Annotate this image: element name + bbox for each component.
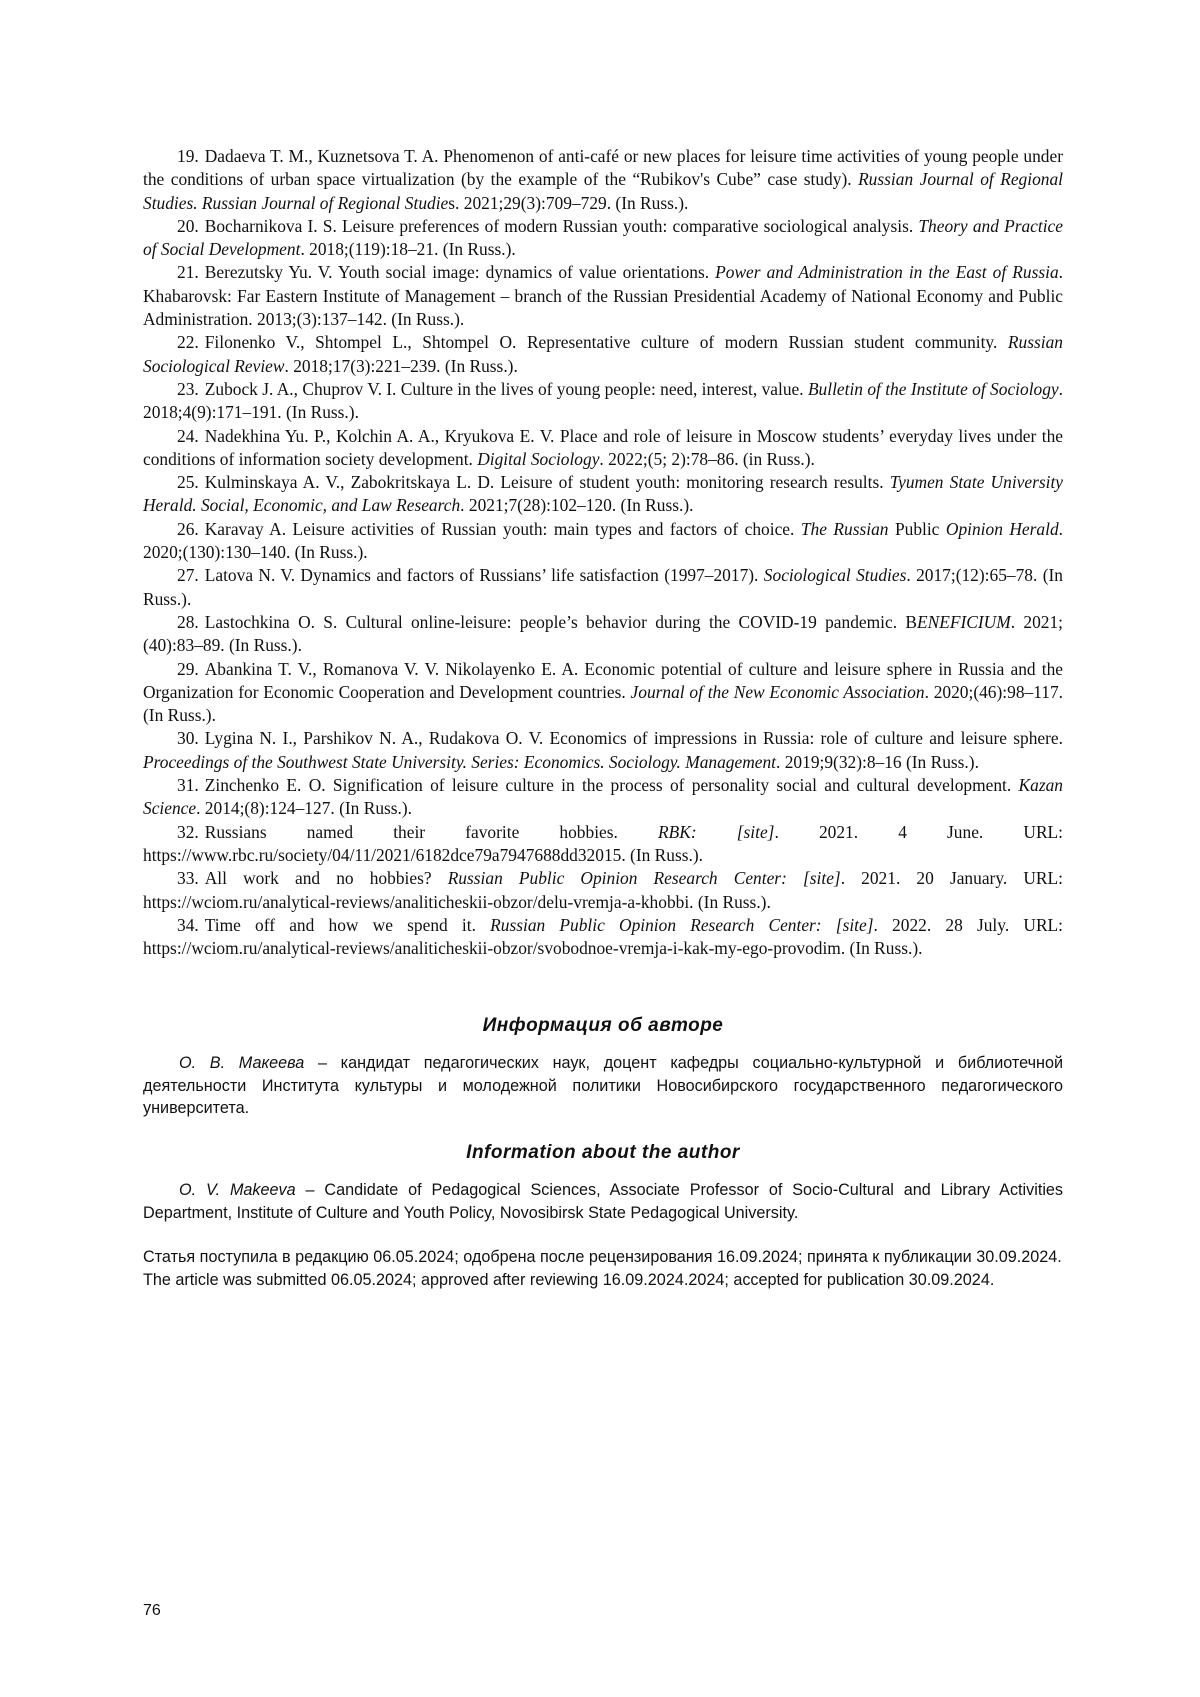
reference-item bbox=[143, 914, 1063, 961]
reference-text: Time off and how we spend it. bbox=[204, 914, 491, 935]
reference-details: . 2018;17(3):221–239. (In Russ.). bbox=[284, 355, 518, 376]
reference-details: . 2014;(8):124–127. (In Russ.). bbox=[196, 798, 413, 819]
reference-text: Nadekhina Yu. P., Kolchin A. A., Kryukova E. V. Place and role of leisure in Moscow students’ everyday lives under the conditions of information society development. bbox=[143, 425, 1063, 469]
reference-text: Kulminskaya A. V., Zabokritskaya L. D. Leisure of student youth: monitoring research results. bbox=[204, 472, 890, 493]
reference-text: Lygina N. I., Parshikov N. A., Rudakova O. V. Economics of impressions in Russia: role of culture and leisure sphere. bbox=[204, 728, 1063, 749]
reference-journal: Theory and Practice of Social Development bbox=[143, 215, 1063, 260]
reference-item bbox=[143, 658, 1063, 728]
reference-details: . 2018;4(9):171–191. (In Russ.). bbox=[143, 378, 1063, 423]
reference-journal: Russian Public Opinion Research Center: [site] bbox=[447, 868, 841, 889]
reference-details: . 2017;(12):65–78. (In Russ.). bbox=[143, 565, 1063, 609]
reference-details: . 2019;9(32):8–16 (In Russ.). bbox=[776, 751, 979, 772]
reference-details: Public bbox=[888, 518, 946, 539]
article-dates bbox=[143, 1246, 1063, 1291]
reference-details: s. 2021;29(3):709–729. (In Russ.). bbox=[448, 192, 689, 213]
reference-list bbox=[143, 145, 1063, 960]
reference-number: 32. bbox=[177, 821, 199, 842]
reference-text: Dadaeva T. M., Kuznetsova T. A. Phenomenon of anti-café or new places for leisure time activities of young people under the conditions of urban space virtualization (by the example of the “Rubikov's Cube” case study). bbox=[143, 146, 1063, 190]
reference-journal: Bulletin of the Institute of Sociology bbox=[807, 378, 1059, 399]
reference-number: 22. bbox=[177, 332, 199, 353]
reference-journal: Tyumen State University Herald. Social, Economic, and Law Research bbox=[143, 472, 1063, 516]
reference-text: Zubock J. A., Chuprov V. I. Culture in the lives of young people: need, interest, value. bbox=[204, 378, 808, 399]
reference-number: 28. bbox=[177, 611, 199, 632]
reference-number: 26. bbox=[177, 518, 199, 539]
reference-item bbox=[143, 331, 1063, 378]
reference-item bbox=[143, 215, 1063, 262]
reference-item bbox=[143, 471, 1063, 518]
reference-details: . 2021. 4 June. URL: https://www.rbc.ru/society/04/11/2021/6182dce79a7947688dd32015. (In Russ.). bbox=[143, 821, 1064, 865]
author-description-ru: – кандидат педагогических наук, доцент кафедры социально-культурной и библиотечной деятельности Института культуры и молодежной политики Новосибирского государственного педагогического университета. bbox=[143, 1054, 1064, 1117]
reference-journal: The Russian bbox=[800, 518, 889, 539]
reference-details: . 2022;(5; 2):78–86. (in Russ.). bbox=[599, 448, 815, 469]
author-name-ru: О. В. Макеева bbox=[179, 1054, 305, 1072]
reference-text: Bocharnikova I. S. Leisure preferences of modern Russian youth: comparative sociological analysis. bbox=[204, 215, 919, 236]
reference-journal: Kazan Science bbox=[143, 775, 1063, 819]
reference-journal: RBK: [site] bbox=[658, 821, 775, 842]
reference-item bbox=[143, 611, 1063, 658]
reference-number: 25. bbox=[177, 472, 199, 493]
reference-journal: Journal of the New Economic Association bbox=[630, 681, 925, 702]
reference-item bbox=[143, 145, 1063, 215]
reference-text: Zinchenko E. O. Signification of leisure culture in the process of personality social and cultural development. bbox=[204, 775, 1019, 796]
reference-details: . 2020;(46):98–117. (In Russ.). bbox=[143, 681, 1063, 726]
reference-number: 19. bbox=[177, 146, 199, 166]
reference-item bbox=[143, 867, 1063, 914]
author-name-en: O. V. Makeeva bbox=[179, 1181, 296, 1199]
reference-item bbox=[143, 727, 1063, 774]
author-info-heading-en: Information about the author bbox=[466, 1142, 740, 1163]
reference-details: . 2018;(119):18–21. (In Russ.). bbox=[300, 239, 516, 260]
reference-details: . 2021;7(28):102–120. (In Russ.). bbox=[460, 495, 694, 516]
reference-item bbox=[143, 774, 1063, 821]
reference-details-cont: . 2020;(130):130–140. (In Russ.). bbox=[143, 518, 1063, 563]
reference-item bbox=[143, 518, 1063, 565]
reference-number: 24. bbox=[177, 425, 199, 446]
reference-number: 29. bbox=[177, 658, 199, 679]
reference-journal: Russian Journal of Regional Studies. Russian Journal of Regional Studie bbox=[143, 169, 1063, 213]
reference-journal: Power and Administration in the East of Russia bbox=[715, 262, 1059, 283]
reference-item bbox=[143, 564, 1063, 611]
reference-number: 34. bbox=[177, 914, 199, 935]
author-description-en: – Candidate of Pedagogical Sciences, Associate Professor of Socio-Cultural and Library Activities Department, Institute of Culture and Youth Policy, Novosibirsk State Pedagogical University. bbox=[143, 1181, 1064, 1222]
reference-journal: Sociological Studies bbox=[763, 565, 907, 586]
reference-details: . Khabarovsk: Far Eastern Institute of Management – branch of the Russian Presidential Academy of National Economy and Public Administration. 2013;(3):137–142. (In Russ.). bbox=[143, 262, 1064, 330]
reference-journal: ENEFICIUM bbox=[917, 611, 1011, 632]
page-number: 76 bbox=[143, 1602, 161, 1619]
reference-item bbox=[143, 821, 1063, 868]
reference-number: 30. bbox=[177, 728, 199, 749]
article-dates-ru: Статья поступила в редакцию 06.05.2024; одобрена после рецензирования 16.09.2024; принята к публикации 30.09.2024. bbox=[143, 1248, 1062, 1266]
reference-text: Abankina T. V., Romanova V. V. Nikolayenko E. A. Economic potential of culture and leisure sphere in Russia and the Organization for Economic Cooperation and Development countries. bbox=[143, 658, 1063, 702]
reference-journal-cont: Opinion Herald bbox=[945, 518, 1059, 539]
reference-details: . 2021;(40):83–89. (In Russ.). bbox=[143, 611, 1063, 656]
reference-number: 23. bbox=[177, 378, 199, 399]
reference-details: . 2022. 28 July. URL: https://wciom.ru/analytical-reviews/analiticheskii-obzor/svobodnoe-vremja-i-kak-my-ego-provodim. (In Russ.). bbox=[143, 914, 1063, 959]
author-info-ru bbox=[143, 1052, 1063, 1120]
reference-item bbox=[143, 378, 1063, 425]
reference-number: 31. bbox=[177, 775, 199, 796]
reference-item bbox=[143, 261, 1063, 331]
reference-item bbox=[143, 425, 1063, 472]
reference-number: 21. bbox=[177, 262, 199, 283]
reference-text: All work and no hobbies? bbox=[204, 868, 448, 889]
reference-journal: Proceedings of the Southwest State University. Series: Economics. Sociology. Management bbox=[143, 751, 777, 772]
reference-text: Russians named their favorite hobbies. bbox=[204, 821, 658, 842]
reference-number: 20. bbox=[177, 215, 199, 236]
author-info-en bbox=[143, 1179, 1063, 1224]
reference-text: Filonenko V., Shtompel L., Shtompel O. Representative culture of modern Russian student community. bbox=[204, 332, 1008, 353]
author-info-heading-ru: Информация об авторе bbox=[482, 1015, 724, 1036]
reference-number: 27. bbox=[177, 565, 199, 586]
reference-text: Latova N. V. Dynamics and factors of Russians’ life satisfaction (1997–2017). bbox=[204, 565, 764, 586]
reference-number: 33. bbox=[177, 868, 199, 889]
reference-text: Lastochkina O. S. Cultural online-leisure: people’s behavior during the COVID-19 pandemic. B bbox=[204, 611, 917, 632]
reference-details: . 2021. 20 January. URL: https://wciom.ru/analytical-reviews/analiticheskii-obzor/delu-vremja-a-khobbi. (In Russ.). bbox=[143, 868, 1063, 912]
article-dates-en: The article was submitted 06.05.2024; approved after reviewing 16.09.2024.2024; accepted for publication 30.09.2024. bbox=[143, 1270, 995, 1289]
reference-text: Karavay A. Leisure activities of Russian youth: main types and factors of choice. bbox=[204, 518, 801, 539]
reference-journal: Russian Public Opinion Research Center: [site] bbox=[490, 914, 874, 935]
reference-text: Berezutsky Yu. V. Youth social image: dynamics of value orientations. bbox=[204, 262, 716, 283]
reference-journal: Digital Sociology bbox=[477, 448, 600, 469]
reference-journal: Russian Sociological Review bbox=[143, 332, 1063, 376]
